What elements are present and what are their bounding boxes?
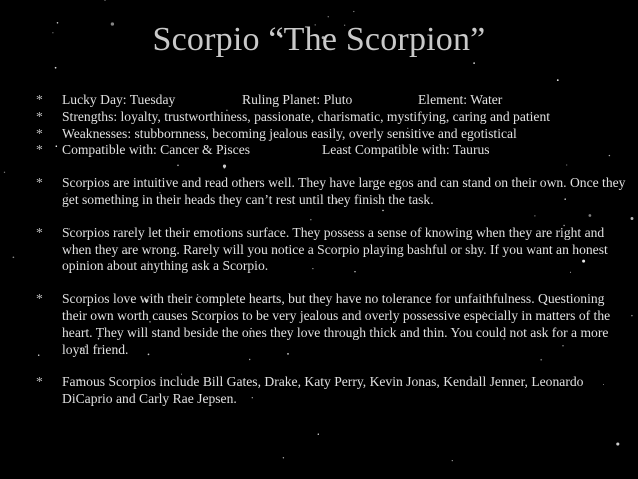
star bbox=[473, 62, 475, 64]
star bbox=[104, 0, 105, 1]
paragraph-text: Scorpios love with their complete hearts, but they have no tolerance for unfaithfulness. Questioning their own worth causes Scorpios to be very jealous and overly possessive especially in matters of the heart. They will stand beside the ones they love through thick and thin. You could not ask for a more loyal friend. bbox=[62, 291, 611, 357]
star bbox=[55, 67, 57, 69]
star bbox=[557, 79, 559, 81]
paragraph-famous bbox=[36, 374, 626, 408]
star bbox=[353, 11, 354, 12]
fact-row-strengths bbox=[36, 109, 626, 126]
star bbox=[631, 217, 634, 220]
bullet-marker: * bbox=[36, 175, 43, 191]
least-compatible-with: Least Compatible with: Taurus bbox=[322, 142, 490, 158]
paragraph-text: Scorpios are intuitive and read others well. They have large egos and can stand on their own. Once they get something in their heads they can’t rest until they finish the task. bbox=[62, 175, 626, 207]
bullet-marker: * bbox=[36, 92, 43, 107]
paragraph-text: Famous Scorpios include Bill Gates, Drake, Katy Perry, Kevin Jonas, Kendall Jenner, Leonardo DiCaprio and Carly Rae Jepsen. bbox=[62, 374, 584, 407]
slide-content bbox=[36, 92, 626, 408]
paragraph-love bbox=[36, 291, 626, 358]
star bbox=[13, 256, 15, 258]
fact-row-day-planet-element bbox=[36, 92, 626, 109]
bullet-marker: * bbox=[36, 142, 43, 158]
bullet-marker: * bbox=[36, 224, 43, 240]
paragraph-intuitive bbox=[36, 175, 626, 209]
fact-row-weaknesses bbox=[36, 126, 626, 143]
star bbox=[4, 172, 5, 173]
star bbox=[283, 457, 284, 458]
strengths: Strengths: loyalty, trustworthiness, passionate, charismatic, mystifying, caring and patient bbox=[62, 108, 551, 124]
paragraph-emotions bbox=[36, 225, 626, 275]
element: Element: Water bbox=[418, 92, 503, 107]
star bbox=[318, 434, 319, 435]
bullet-marker: * bbox=[36, 291, 43, 307]
star bbox=[616, 442, 619, 445]
lucky-day: Lucky Day: Tuesday bbox=[62, 92, 176, 107]
bullet-marker: * bbox=[36, 125, 43, 141]
bullet-marker: * bbox=[36, 374, 43, 390]
bullet-marker: * bbox=[36, 108, 43, 124]
fact-row-compatibility bbox=[36, 142, 626, 159]
star bbox=[452, 460, 453, 461]
weaknesses: Weaknesses: stubbornness, becoming jealous easily, overly sensitive and egotistical bbox=[62, 125, 517, 141]
compatible-with: Compatible with: Cancer & Pisces bbox=[62, 142, 251, 158]
star bbox=[631, 315, 633, 317]
slide-title: Scorpio “The Scorpion” bbox=[152, 21, 486, 58]
ruling-planet: Ruling Planet: Pluto bbox=[242, 92, 353, 107]
paragraph-text: Scorpios rarely let their emotions surface. They possess a sense of knowing when they are right and when they are wrong. Rarely will you notice a Scorpio playing bashful or shy. If you want an honest opinion about anything ask a Scorpio. bbox=[62, 224, 608, 274]
